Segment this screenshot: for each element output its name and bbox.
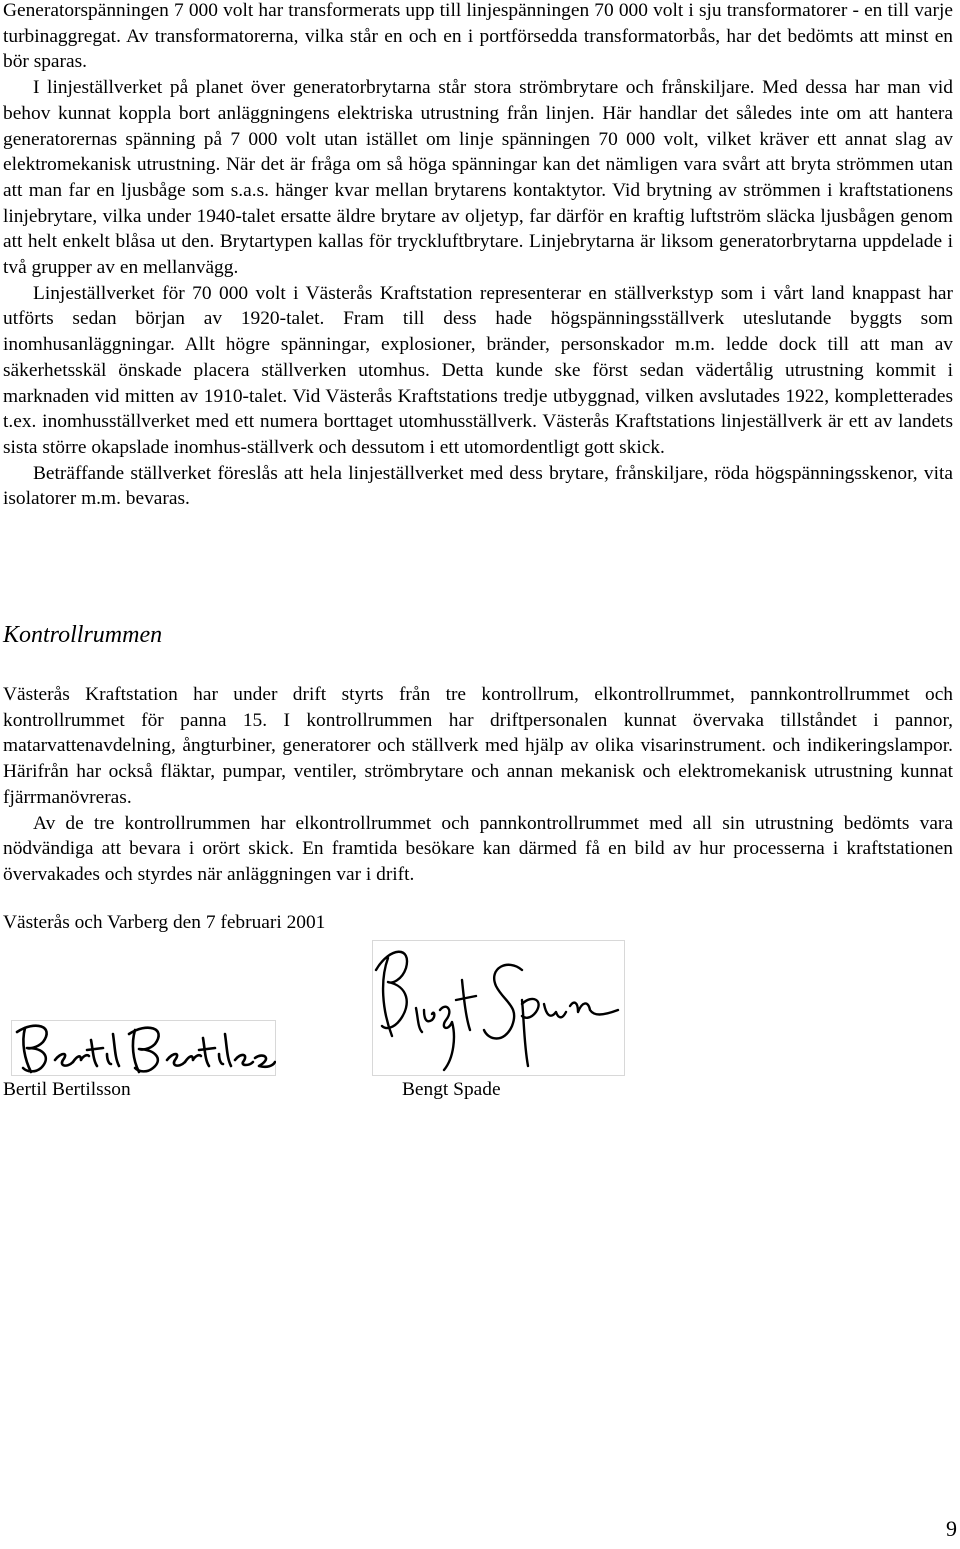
section-heading: Kontrollrummen <box>3 622 163 648</box>
section-linjestallverk <box>3 0 953 512</box>
paragraph-transformers: Generatorspänningen 7 000 volt har transformerats upp till linjespänningen 70 000 volt i sju transformatorer - en till varje turbinaggregat. Av transformatorerna, vilka står en och en i portförsedda transformatorbås, har det bedömts att minst en bör sparas. <box>3 0 953 73</box>
signature-bertil-bertilsson <box>11 1018 276 1076</box>
paragraph-bevaras: Beträffande ställverket föreslås att hela linjeställverket med dess brytare, frånskiljare, röda högspänningsskenor, vita isolatorer m.m. bevaras. <box>3 462 953 510</box>
paragraph-linjestallverk: I linjeställverket på planet över generatorbrytarna står stora strömbrytare och frånskiljare. Med dessa har man vid behov kunnat koppla bort anläggningens elektriska utrustning från linjen. Här handlar det således inte om att hantera generatorernas spänning på 7 000 volt utan istället om linje spänningen 70 000 volt, vilket kräver ett annat slag av elektromekanisk utrustning. När det är fråga om så höga spänningar kan det nämligen vara svårt att bryta strömmen utan att man far en ljusbåge som s.a.s. hänger kvar mellan brytarens kontaktytor. Vid brytning av strömmen i kraftstationens linjebrytare, vilka under 1940-talet ersatte äldre brytare av oljetyp, far därför en kraftig luftström släcka ljusbågen genom att helt enkelt blåsa ut den. Brytartypen kallas för tryckluftbrytare. Linjebrytarna är liksom generatorbrytarna uppdelade i två grupper av en mellanvägg. <box>3 77 953 279</box>
signature-bengt-spade <box>372 940 625 1076</box>
paragraph-stallverkstyp: Linjeställverket för 70 000 volt i Västerås Kraftstation representerar en ställverkstyp som i vårt land knappast har utförts sedan början av 1920-talet. Fram till dess hade högspänningsställverk uteslutande byggts som inomhusanläggningar. Allt högre spänningar, explosioner, bränder, personskador m.m. ledde dock till att man av säkerhetsskäl önskade placera ställverken utomhus. Detta kunde ske först sedan vädertålig utrustning kommit i marknaden vid mitten av 1910-talet. Vid Västerås Kraftstations tredje utbyggnad, vilken avslutades 1922, kompletterades t.ex. inomhusställverket med ett numera borttaget utomhusställverk. Västerås Kraftstations linjeställverk är ett av landets sista större okapslade inomhus-ställverk och dessutom i ett utomordentligt gott skick. <box>3 282 953 458</box>
signatory-name-1: Bertil Bertilsson <box>3 1079 131 1100</box>
section-kontrollrummen <box>3 682 953 888</box>
signatory-name-2: Bengt Spade <box>402 1079 501 1100</box>
date-line: Västerås och Varberg den 7 februari 2001 <box>3 912 326 933</box>
page-number: 9 <box>946 1516 957 1541</box>
paragraph-kontrollrum-bevara: Av de tre kontrollrummen har elkontrollrummet och pannkontrollrummet med all sin utrustning bedömts vara nödvändiga att bevara i orört skick. En framtida besökare kan därmed få en bild av hur processerna i kraftstationen övervakades och styrdes när anläggningen var i drift. <box>3 812 953 885</box>
paragraph-kontrollrum-drift: Västerås Kraftstation har under drift styrts från tre kontrollrum, elkontrollrummet, pannkontrollrummet och kontrollrummet för panna 15. I kontrollrummen har driftpersonalen kunnat övervaka tillståndet i pannor, matarvattenavdelning, ångturbiner, generatorer och ställverk med hjälp av olika visarinstrument. och indikeringslampor. Härifrån har också fläktar, pumpar, ventiler, strömbrytare och annan mekanisk och elektromekanisk utrustning kunnat fjärrmanövreras. <box>3 684 953 808</box>
